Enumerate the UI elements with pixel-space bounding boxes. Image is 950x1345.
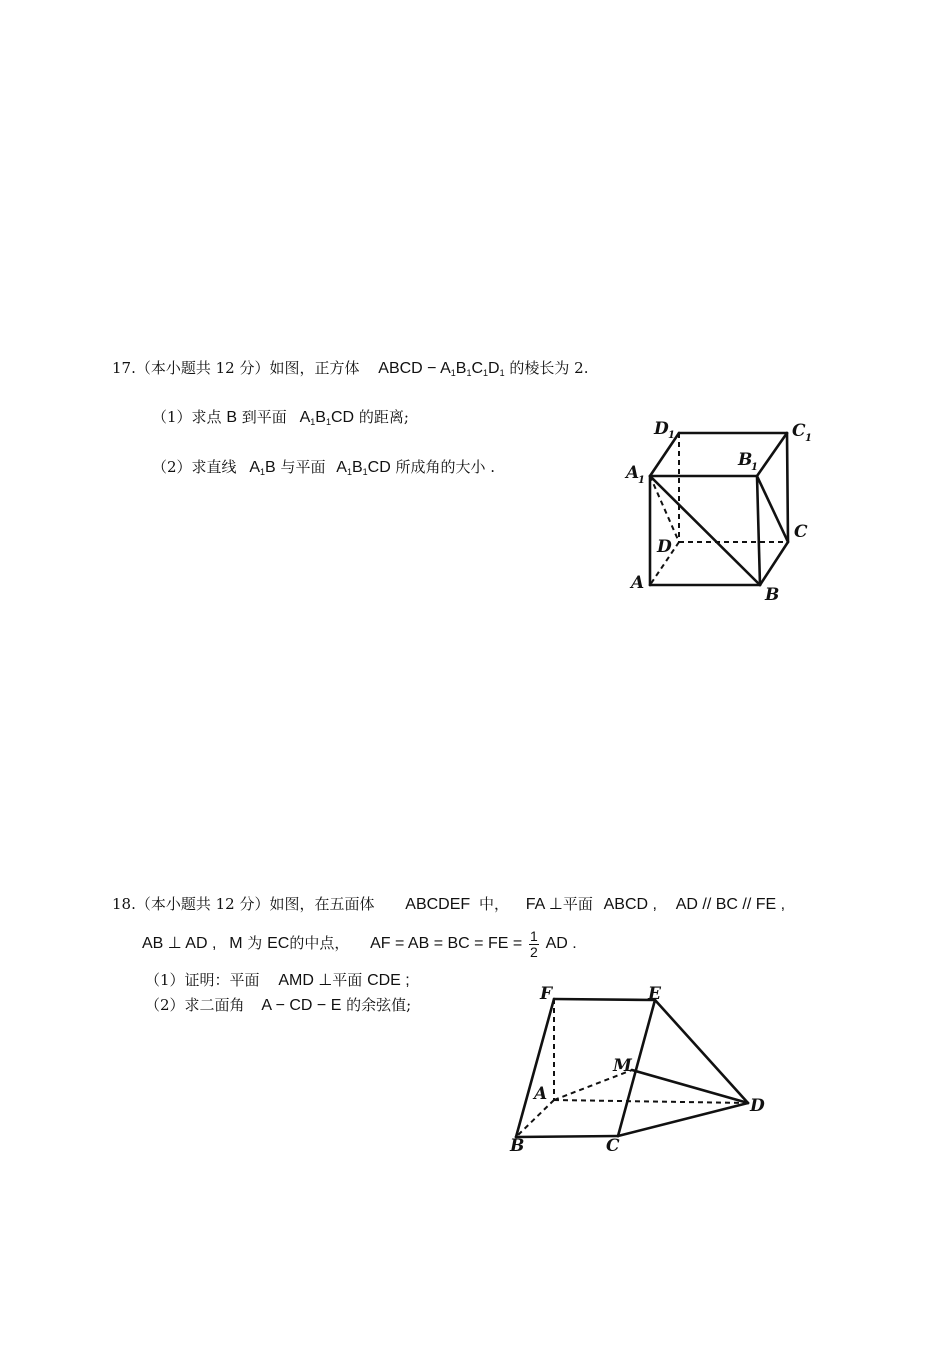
label-D-pent: D: [750, 1096, 765, 1116]
label-B1: B: [738, 450, 753, 470]
label-A-pent: A: [534, 1084, 548, 1104]
q18-conditions: AB ⊥ AD , M 为 EC的中点， AF = AB = BC = FE = $\frac{1}{2}$ AD .: [142, 927, 577, 960]
label-E: E: [648, 984, 661, 1004]
q17-part2-line: A1B: [249, 459, 276, 477]
label-D1-sub: 1: [668, 430, 675, 441]
q18-header: 18.（本小题共 12 分）如图，在五面体 ABCDEF 中， FA ⊥平面 ABCD , AD // BC // FE ,: [112, 895, 786, 913]
label-A1: A: [626, 463, 640, 483]
label-D: D: [657, 537, 672, 557]
label-B1-sub: 1: [751, 462, 758, 473]
label-C: C: [794, 522, 808, 542]
label-M: M: [613, 1056, 632, 1076]
q17-part1: （1）求点 B 到平面 A1B1CD 的距离;: [152, 408, 409, 427]
q18-number: 18.（本小题共 12 分）如图，在五面体: [112, 895, 375, 913]
q17-number: 17.（本小题共 12 分）如图，正方体: [112, 359, 360, 377]
label-C-pent: C: [606, 1136, 620, 1156]
label-F: F: [540, 984, 553, 1004]
q17-solid: ABCD − A1B1C1D1: [378, 360, 505, 378]
q17-part2-plane: A1B1CD: [336, 459, 391, 477]
q18-part1: （1）证明：平面 AMD ⊥平面 CDE ;: [145, 971, 410, 989]
label-D1: D: [654, 419, 669, 439]
q17-edge-length: 的棱长为 2.: [504, 359, 589, 377]
q18-part2: （2）求二面角 A − CD − E 的余弦值;: [145, 996, 412, 1014]
label-C1-sub: 1: [805, 433, 812, 444]
label-A: A: [631, 573, 645, 593]
label-C1: C: [792, 421, 806, 441]
fraction-one-half: $\frac{1}{2}$: [529, 927, 538, 960]
q17-part1-plane: A1B1CD: [299, 409, 355, 427]
label-B: B: [765, 585, 780, 605]
label-B-pent: B: [510, 1136, 525, 1156]
label-A1-sub: 1: [638, 475, 645, 486]
q17-part2: （2）求直线 A1B 与平面 A1B1CD 所成角的大小 .: [152, 458, 496, 477]
